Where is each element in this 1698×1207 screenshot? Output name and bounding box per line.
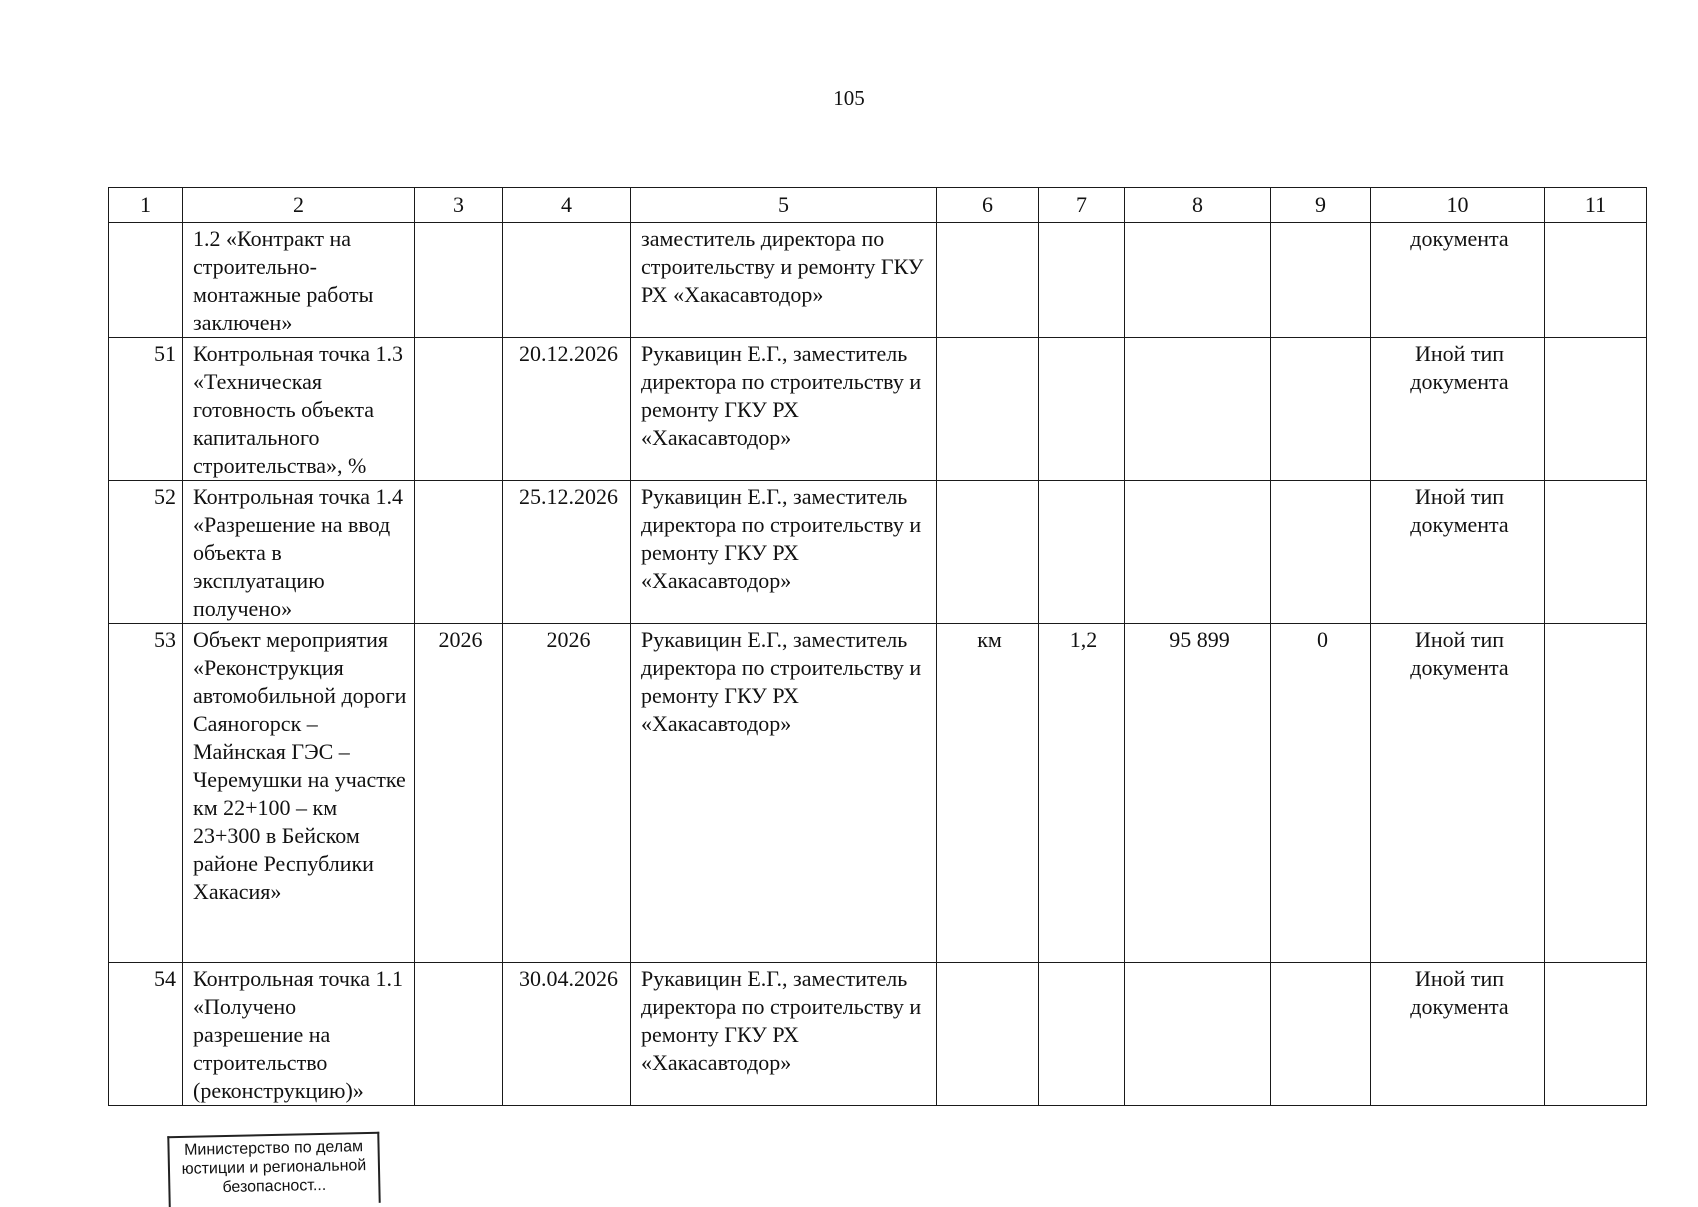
value xyxy=(1039,223,1125,338)
amount xyxy=(1125,223,1271,338)
column-header: 6 xyxy=(937,188,1039,223)
unit xyxy=(937,338,1039,481)
doc-type: Иной тип документа xyxy=(1371,338,1545,481)
amount: 95 899 xyxy=(1125,624,1271,963)
start-date xyxy=(415,481,503,624)
column-header: 4 xyxy=(503,188,631,223)
item-name: Контрольная точка 1.4 «Разрешение на ввод объекта в эксплуатацию получено» xyxy=(183,481,415,624)
responsible: Рукавицин Е.Г., заместитель директора по строительству и ремонту ГКУ РХ «Хакасавтодор» xyxy=(631,481,937,624)
col-9 xyxy=(1271,963,1371,1106)
responsible: Рукавицин Е.Г., заместитель директора по строительству и ремонту ГКУ РХ «Хакасавтодор» xyxy=(631,338,937,481)
start-date xyxy=(415,963,503,1106)
item-name: 1.2 «Контракт на строительно-монтажные работы заключен» xyxy=(183,223,415,338)
col-9 xyxy=(1271,338,1371,481)
end-date: 30.04.2026 xyxy=(503,963,631,1106)
table-row xyxy=(109,223,1647,338)
row-number: 51 xyxy=(109,338,183,481)
amount xyxy=(1125,963,1271,1106)
col-9: 0 xyxy=(1271,624,1371,963)
row-number: 52 xyxy=(109,481,183,624)
table-row xyxy=(109,338,1647,481)
row-number: 53 xyxy=(109,624,183,963)
column-header: 2 xyxy=(183,188,415,223)
col-9 xyxy=(1271,481,1371,624)
doc-type: документа xyxy=(1371,223,1545,338)
start-date xyxy=(415,338,503,481)
table-row xyxy=(109,963,1647,1106)
col-11 xyxy=(1545,624,1647,963)
header-row xyxy=(109,188,1647,223)
responsible: заместитель директора по строительству и ремонту ГКУ РХ «Хакасавтодор» xyxy=(631,223,937,338)
col-11 xyxy=(1545,338,1647,481)
value xyxy=(1039,338,1125,481)
amount xyxy=(1125,338,1271,481)
responsible: Рукавицин Е.Г., заместитель директора по строительству и ремонту ГКУ РХ «Хакасавтодор» xyxy=(631,624,937,963)
row-number: 54 xyxy=(109,963,183,1106)
value xyxy=(1039,481,1125,624)
start-date xyxy=(415,223,503,338)
column-header: 9 xyxy=(1271,188,1371,223)
amount xyxy=(1125,481,1271,624)
unit xyxy=(937,223,1039,338)
start-date: 2026 xyxy=(415,624,503,963)
column-header: 7 xyxy=(1039,188,1125,223)
item-name: Контрольная точка 1.1 «Получено разрешение на строительство (реконструкцию)» xyxy=(183,963,415,1106)
column-header: 3 xyxy=(415,188,503,223)
value xyxy=(1039,963,1125,1106)
unit xyxy=(937,481,1039,624)
column-header: 10 xyxy=(1371,188,1545,223)
table-row xyxy=(109,481,1647,624)
value: 1,2 xyxy=(1039,624,1125,963)
end-date xyxy=(503,223,631,338)
column-header: 5 xyxy=(631,188,937,223)
unit: км xyxy=(937,624,1039,963)
doc-type: Иной тип документа xyxy=(1371,481,1545,624)
unit xyxy=(937,963,1039,1106)
stamp-line: Министерство по делам xyxy=(183,1138,364,1159)
col-9 xyxy=(1271,223,1371,338)
item-name: Контрольная точка 1.3 «Техническая готовность объекта капитального строительства», % xyxy=(183,338,415,481)
doc-type: Иной тип документа xyxy=(1371,624,1545,963)
item-name: Объект мероприятия «Реконструкция автомобильной дороги Саяногорск – Майнская ГЭС – Черемушки на участке км 22+100 – км 23+300 в Бейском районе Республики Хакасия» xyxy=(183,624,415,963)
table-row xyxy=(109,624,1647,963)
page-number: 105 xyxy=(833,86,865,110)
row-number xyxy=(109,223,183,338)
stamp-line: безопасност... xyxy=(222,1176,327,1197)
stamp-line: юстиции и региональной xyxy=(181,1157,367,1178)
end-date: 25.12.2026 xyxy=(503,481,631,624)
data-table xyxy=(108,187,1647,1106)
ministry-stamp xyxy=(167,1132,380,1207)
column-header: 1 xyxy=(109,188,183,223)
col-11 xyxy=(1545,963,1647,1106)
end-date: 20.12.2026 xyxy=(503,338,631,481)
column-header: 11 xyxy=(1545,188,1647,223)
end-date: 2026 xyxy=(503,624,631,963)
col-11 xyxy=(1545,223,1647,338)
column-header: 8 xyxy=(1125,188,1271,223)
col-11 xyxy=(1545,481,1647,624)
responsible: Рукавицин Е.Г., заместитель директора по строительству и ремонту ГКУ РХ «Хакасавтодор» xyxy=(631,963,937,1106)
doc-type: Иной тип документа xyxy=(1371,963,1545,1106)
